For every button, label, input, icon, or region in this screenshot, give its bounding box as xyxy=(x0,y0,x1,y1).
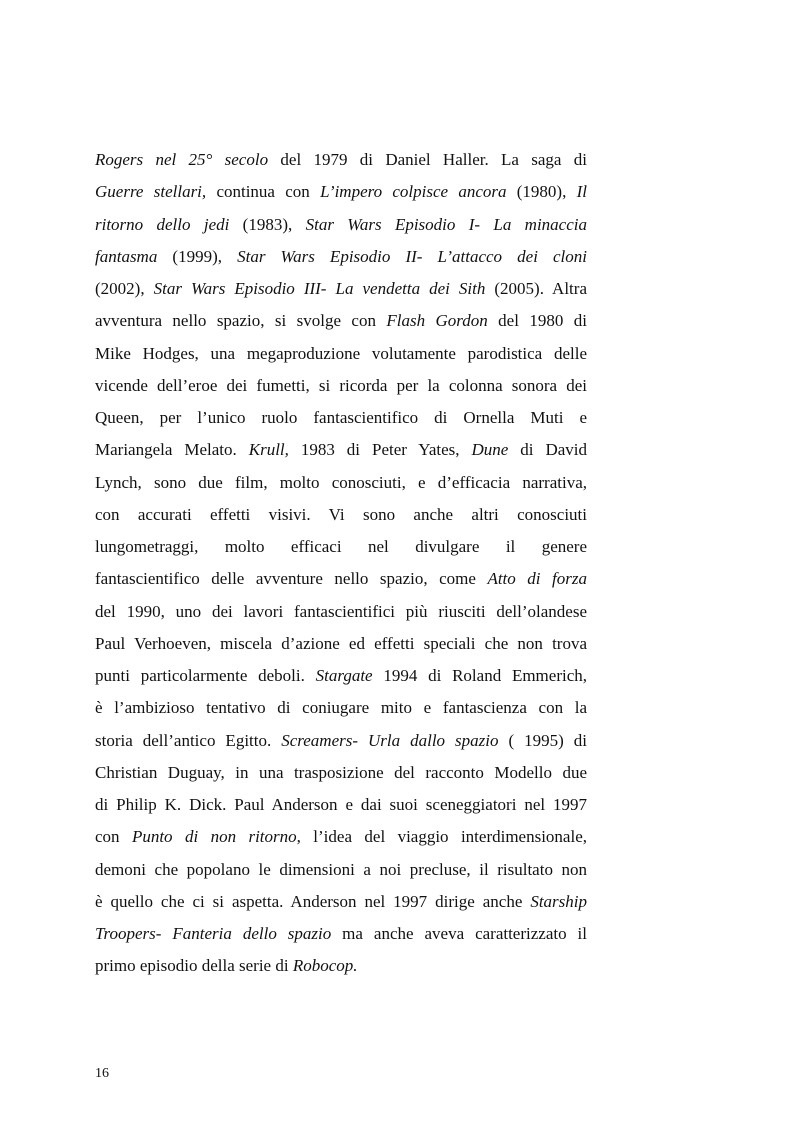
text-line xyxy=(95,273,587,305)
text-line xyxy=(95,596,587,628)
text-run: avventura nello spazio, si svolge con xyxy=(95,311,387,331)
text-run: Mariangela Melato. xyxy=(95,440,249,460)
text-line xyxy=(95,692,587,724)
text-line xyxy=(95,886,587,918)
text-line xyxy=(95,338,587,370)
italic-title: L’impero colpisce ancora xyxy=(320,182,507,202)
text-run: 1983 di Peter Yates, xyxy=(288,440,472,460)
text-run: ma anche aveva caratterizzato il xyxy=(331,924,587,943)
text-run: punti particolarmente deboli. xyxy=(95,666,316,685)
text-line xyxy=(95,434,587,466)
text-line xyxy=(95,725,587,757)
text-run: Mike Hodges, una megaproduzione volutamente parodistica delle xyxy=(95,343,587,363)
italic-title: Troopers- Fanteria dello spazio xyxy=(95,924,332,943)
text-run: è l’ambizioso tentativo di coniugare mito e fantascienza con la xyxy=(95,698,587,718)
italic-title: ritorno dello jedi xyxy=(95,214,230,234)
italic-title: Dune xyxy=(471,440,509,460)
text-line xyxy=(95,241,587,273)
text-line xyxy=(95,467,587,499)
text-run: Queen, per l’unico ruolo fantascientifico di Ornella Muti e xyxy=(95,408,587,427)
text-run: del 1979 di Daniel Haller. La saga di xyxy=(268,150,588,169)
text-run: Paul Verhoeven, miscela d’azione ed effetti speciali che non trova xyxy=(95,633,587,653)
text-line xyxy=(95,854,587,886)
text-line xyxy=(95,757,587,789)
text-line xyxy=(95,209,587,241)
text-run: 1994 di Roland Emmerich, xyxy=(372,666,588,685)
text-run: (2002), xyxy=(95,279,154,298)
text-run: ( 1995) di xyxy=(498,730,588,750)
text-run: del 1990, uno dei lavori fantascientifici più riusciti dell’olandese xyxy=(95,601,587,621)
body-paragraph xyxy=(95,144,587,983)
text-run: del 1980 di xyxy=(487,311,587,331)
page-number: 16 xyxy=(95,1066,109,1081)
text-run: con xyxy=(95,827,132,847)
text-run: è quello che ci si aspetta. Anderson nel 1997 dirige anche xyxy=(95,891,531,911)
text-line xyxy=(95,176,587,208)
text-run: Lynch, sono due film, molto conosciuti, e d’efficacia narrativa, xyxy=(95,472,587,492)
text-line xyxy=(95,918,587,950)
text-line xyxy=(95,499,587,531)
text-line xyxy=(95,660,587,692)
text-line xyxy=(95,950,587,982)
italic-title: Starship xyxy=(530,891,587,911)
italic-title: Star Wars Episodio III- La vendetta dei Sith xyxy=(153,279,486,298)
text-run: (2005). Altra xyxy=(485,279,587,298)
text-run: lungometraggi, molto efficaci nel divulgare il genere xyxy=(95,537,587,556)
text-line xyxy=(95,821,587,853)
text-line xyxy=(95,144,587,176)
italic-title: Star Wars Episodio II- L’attacco dei cloni xyxy=(237,246,587,266)
italic-title: Il xyxy=(576,182,588,202)
text-line xyxy=(95,531,587,563)
italic-title: Rogers nel 25° secolo xyxy=(95,150,269,169)
italic-title: Guerre stellari, xyxy=(95,182,207,202)
text-line xyxy=(95,402,587,434)
text-run: fantascientifico delle avventure nello spazio, come xyxy=(95,569,488,589)
text-run: storia dell’antico Egitto. xyxy=(95,730,282,750)
text-run: , l’idea del viaggio interdimensionale, xyxy=(296,827,587,847)
italic-title: Flash Gordon xyxy=(386,311,488,331)
italic-title: Stargate xyxy=(315,666,373,685)
text-run: di David xyxy=(508,440,587,460)
text-run: (1983), xyxy=(229,214,306,234)
text-run: continua con xyxy=(206,182,321,202)
text-line xyxy=(95,370,587,402)
italic-title: Star Wars Episodio I- La minaccia xyxy=(305,214,587,234)
italic-title: Punto di non ritorno xyxy=(131,827,297,847)
italic-title: Atto di forza xyxy=(487,569,588,589)
text-run: demoni che popolano le dimensioni a noi precluse, il risultato non xyxy=(95,859,587,879)
text-line xyxy=(95,563,587,595)
text-line xyxy=(95,305,587,337)
text-line xyxy=(95,789,587,821)
text-line xyxy=(95,628,587,660)
text-run: (1980), xyxy=(506,182,577,202)
text-run: con accurati effetti visivi. Vi sono anche altri conosciuti xyxy=(95,504,587,524)
text-run: (1999), xyxy=(157,246,238,266)
italic-title: Krull, xyxy=(248,440,289,460)
text-run: primo episodio della serie di xyxy=(95,956,293,976)
text-run: Christian Duguay, in una trasposizione del racconto Modello due xyxy=(95,762,587,782)
text-run: di Philip K. Dick. Paul Anderson e dai suoi sceneggiatori nel 1997 xyxy=(95,795,587,814)
italic-title: Robocop. xyxy=(292,956,358,976)
italic-title: fantasma xyxy=(95,246,158,266)
italic-title: Screamers- Urla dallo spazio xyxy=(281,730,499,750)
text-run: vicende dell’eroe dei fumetti, si ricorda per la colonna sonora dei xyxy=(95,375,587,395)
